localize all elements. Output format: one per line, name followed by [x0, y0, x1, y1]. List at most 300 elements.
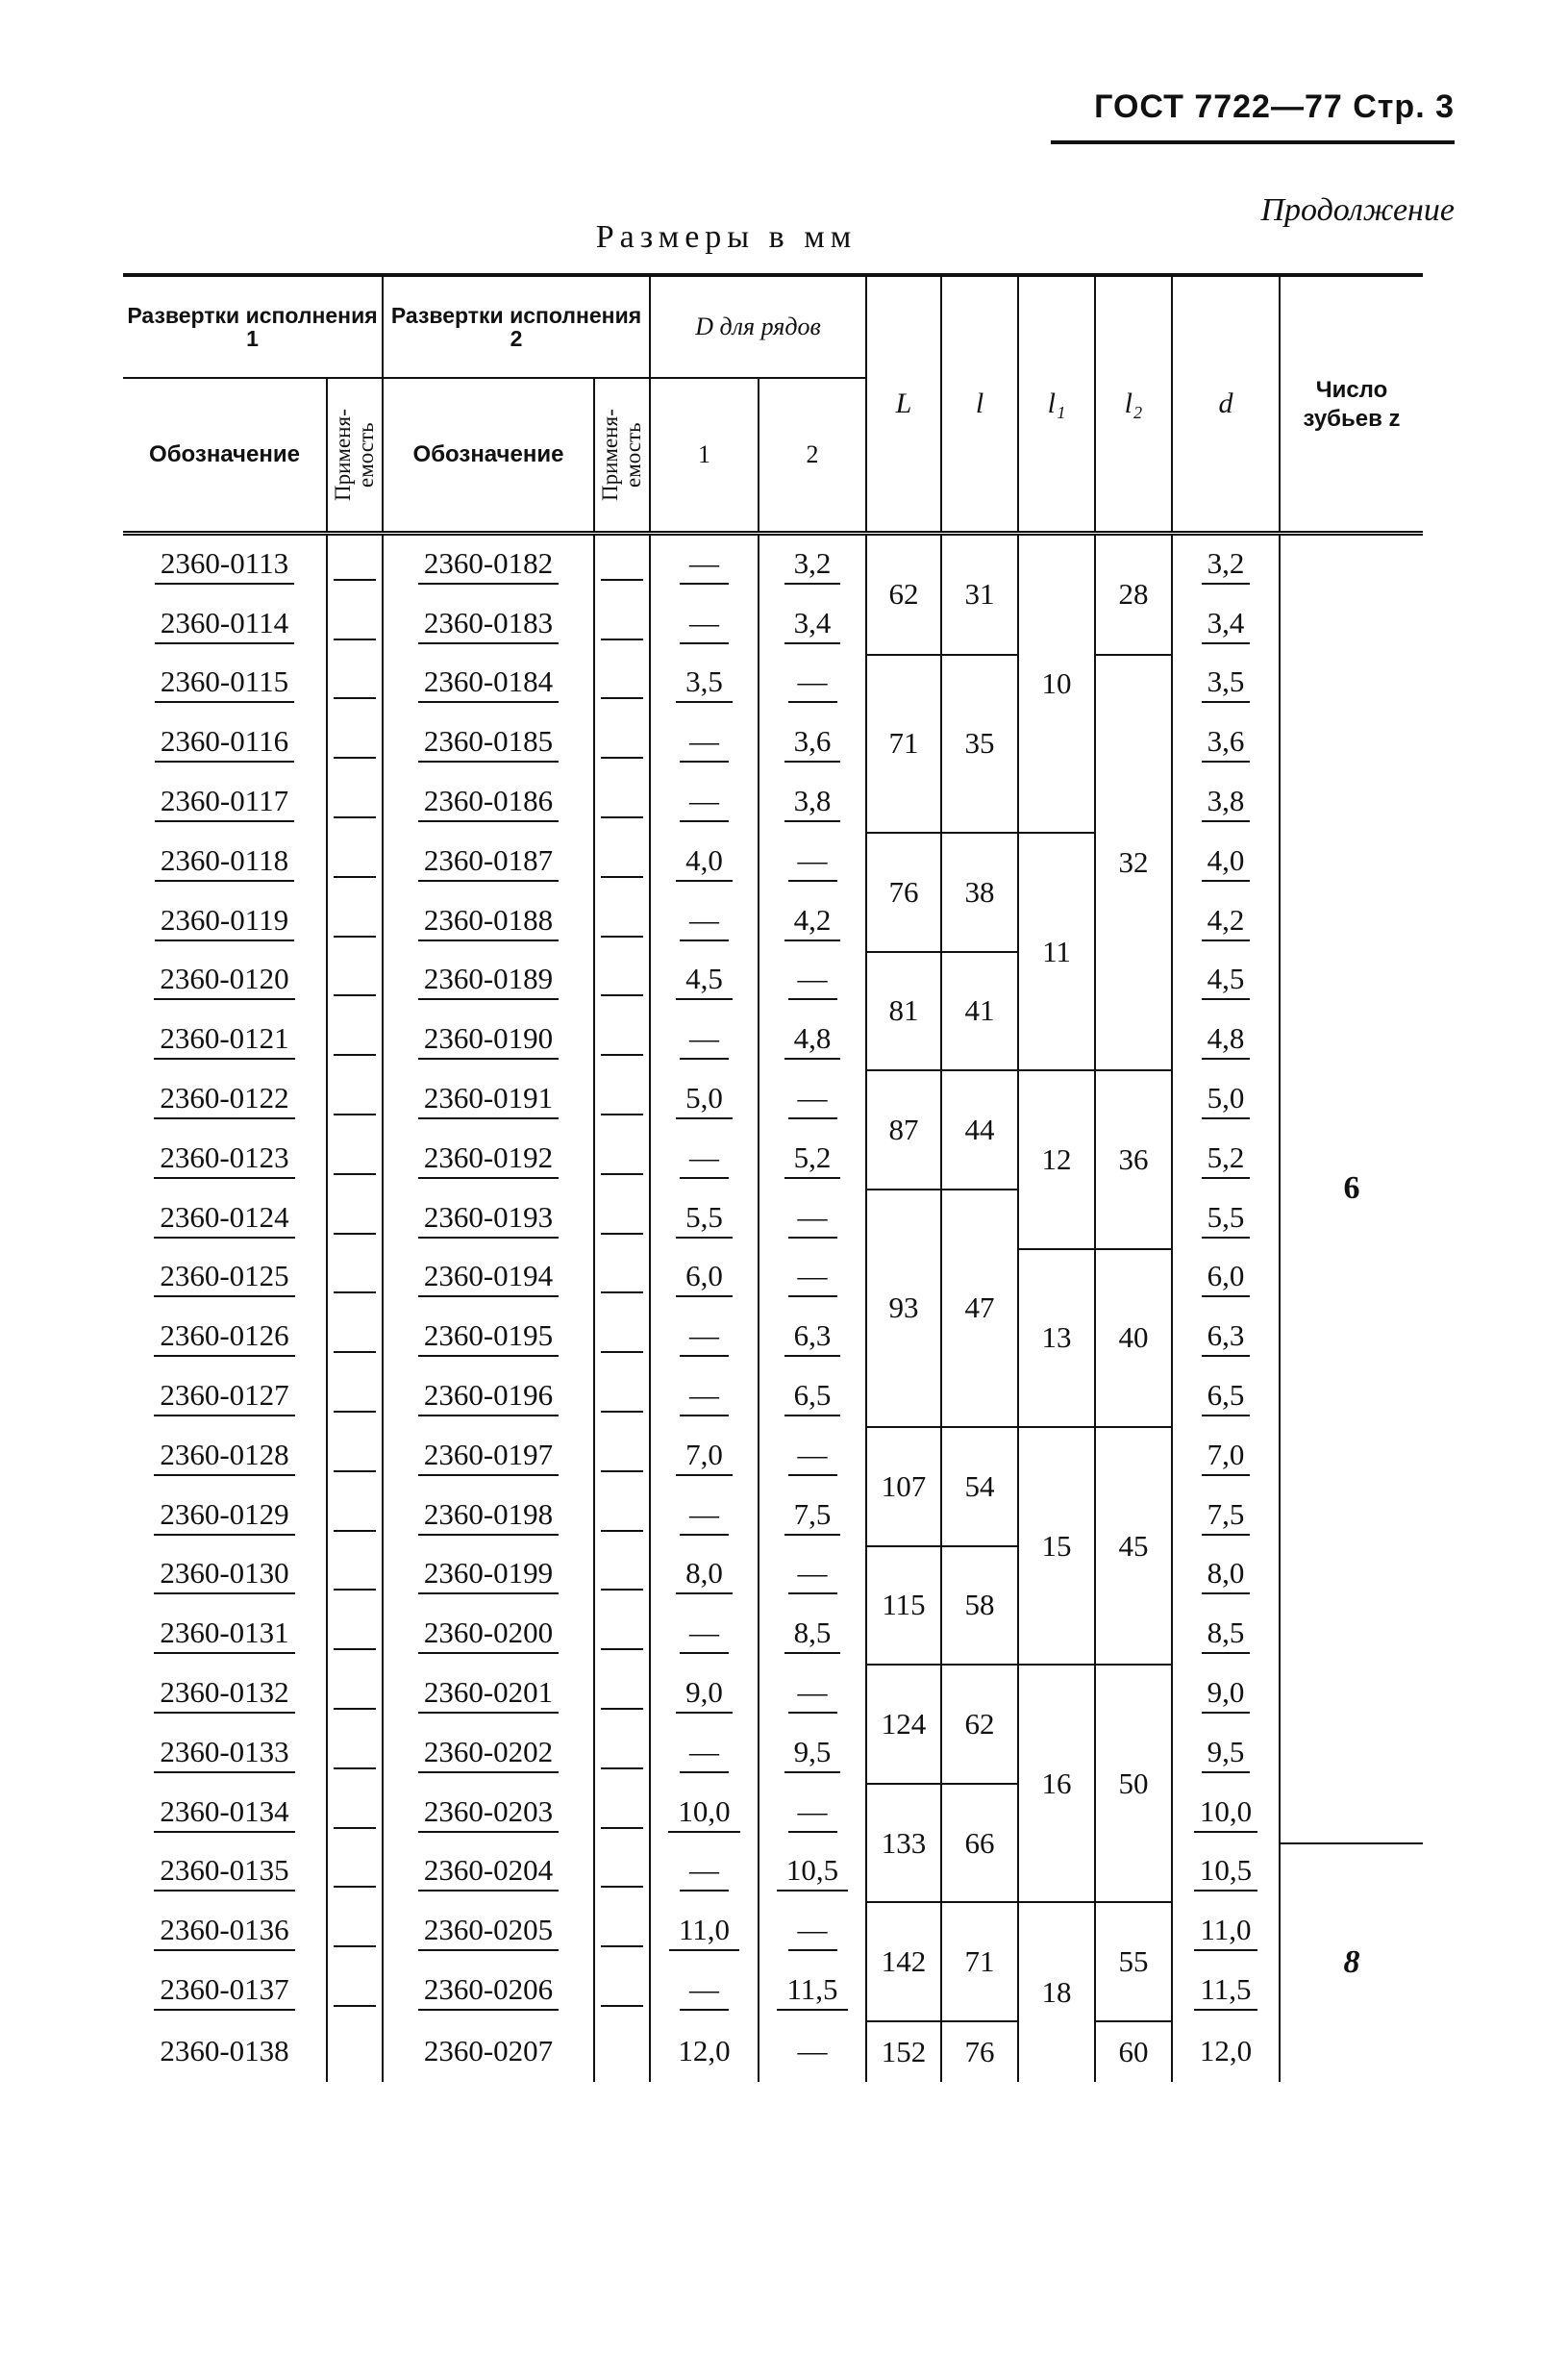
header-l-label: l [975, 388, 984, 419]
applicability-2-cell [594, 534, 650, 595]
designation-2-cell [383, 952, 594, 1012]
d-cell [1172, 1249, 1280, 1309]
d-row2-value: 6,5 [784, 1378, 841, 1416]
d-row2-value: — [788, 1438, 837, 1476]
d-cell [1172, 1784, 1280, 1843]
d-value: 9,0 [1202, 1675, 1251, 1714]
d-value: 3,6 [1202, 724, 1251, 763]
d-row1-value: 4,0 [676, 843, 733, 882]
l1-value: 12 [1041, 1141, 1072, 1176]
designation-1-value: 2360-0113 [155, 546, 294, 585]
applicability-1-cell [327, 1249, 383, 1309]
table-row [123, 1843, 1423, 1903]
l-cell [941, 1902, 1018, 2021]
d-row2-cell [759, 1190, 866, 1249]
designation-1-value: 2360-0131 [154, 1616, 294, 1654]
designation-1-value: 2360-0133 [154, 1735, 294, 1773]
designation-2-value: 2360-0186 [418, 784, 559, 822]
applicability-2-cell [594, 1962, 650, 2021]
l2-value: 32 [1118, 844, 1149, 879]
applicability-2-cell [594, 1902, 650, 1962]
designation-1-value: 2360-0123 [154, 1140, 294, 1179]
designation-1-value: 2360-0136 [154, 1913, 294, 1951]
applicability-blank [601, 1917, 643, 1947]
d-value: 5,5 [1202, 1200, 1251, 1239]
d-row1-value: 5,5 [676, 1200, 733, 1239]
designation-2-cell [383, 1190, 594, 1249]
designation-2-cell [383, 2021, 594, 2082]
designation-1-cell [123, 1367, 327, 1427]
applicability-blank [334, 1619, 376, 1650]
d-row1-cell [650, 892, 759, 952]
applicability-blank [334, 1976, 376, 2007]
table-row [123, 892, 1423, 952]
applicability-1-cell [327, 1546, 383, 1606]
L-value: 133 [881, 1825, 927, 1860]
designation-1-cell [123, 1665, 327, 1724]
d-row2-value: 4,8 [784, 1021, 841, 1060]
designation-1-cell [123, 952, 327, 1012]
applicability-blank [601, 907, 643, 938]
designation-2-cell [383, 892, 594, 952]
applicability-2-cell [594, 1843, 650, 1903]
d-row2-value: 7,5 [784, 1497, 841, 1536]
table-row [123, 1665, 1423, 1724]
d-cell [1172, 773, 1280, 833]
d-row1-cell [650, 1902, 759, 1962]
designation-2-cell [383, 1427, 594, 1487]
d-row2-cell [759, 595, 866, 655]
designation-1-cell [123, 655, 327, 714]
d-row2-value: — [788, 962, 837, 1000]
d-row2-cell [759, 952, 866, 1012]
d-row1-value: — [680, 1972, 729, 2011]
applicability-1-cell [327, 1487, 383, 1546]
table-row [123, 1605, 1423, 1665]
applicability-blank [334, 1739, 376, 1769]
d-row2-value: — [788, 1913, 837, 1951]
applicability-1-cell [327, 1070, 383, 1130]
l1-value: 13 [1041, 1320, 1072, 1355]
applicability-2-cell [594, 952, 650, 1012]
designation-1-cell [123, 1546, 327, 1606]
L-cell [866, 833, 941, 952]
teeth-value: 6 [1343, 1170, 1360, 1207]
d-row1-cell [650, 1724, 759, 1784]
designation-2-value: 2360-0191 [418, 1081, 559, 1119]
d-cell [1172, 1665, 1280, 1724]
l2-cell [1095, 1249, 1172, 1427]
applicability-blank [334, 1679, 376, 1710]
table-row [123, 1190, 1423, 1249]
designation-1-cell [123, 1902, 327, 1962]
applicability-1-cell [327, 1962, 383, 2021]
d-row2-value: — [788, 1675, 837, 1714]
d-cell [1172, 952, 1280, 1012]
applicability-2-cell [594, 1427, 650, 1487]
applicability-blank [601, 1560, 643, 1591]
designation-1-value: 2360-0116 [155, 724, 294, 763]
designation-2-cell [383, 1249, 594, 1309]
d-row1-value: 8,0 [676, 1556, 733, 1594]
d-cell [1172, 1070, 1280, 1130]
applicability-1-cell [327, 1605, 383, 1665]
d-row1-value: — [680, 1853, 729, 1892]
applicability-blank [334, 788, 376, 818]
designation-1-value: 2360-0114 [155, 606, 294, 644]
applicability-2-cell [594, 1249, 650, 1309]
L-cell [866, 952, 941, 1071]
header-rule [1051, 140, 1455, 144]
applicability-1-cell [327, 1902, 383, 1962]
l1-value: 11 [1042, 934, 1071, 968]
l2-cell [1095, 534, 1172, 655]
l-cell [941, 952, 1018, 1071]
designation-2-cell [383, 595, 594, 655]
L-cell [866, 1427, 941, 1546]
table-row [123, 1130, 1423, 1190]
L-cell [866, 1546, 941, 1666]
designation-2-value: 2360-0188 [418, 903, 559, 941]
d-row2-value: — [788, 664, 837, 703]
applicability-blank [334, 1857, 376, 1888]
table-row [123, 1724, 1423, 1784]
L-value: 107 [881, 1468, 927, 1503]
applicability-blank [334, 1144, 376, 1175]
header-l2 [1095, 275, 1172, 534]
applicability-1-cell [327, 1427, 383, 1487]
d-row2-cell [759, 655, 866, 714]
d-row1-value: 5,0 [676, 1081, 733, 1119]
applicability-1-cell [327, 1843, 383, 1903]
header-row-1: 1 [650, 378, 759, 534]
applicability-blank [601, 1263, 643, 1293]
d-row1-cell [650, 655, 759, 714]
table-row [123, 952, 1423, 1012]
table-row [123, 1487, 1423, 1546]
header-L-label: L [895, 388, 912, 419]
d-row1-cell [650, 773, 759, 833]
applicability-blank [334, 1263, 376, 1293]
l2-cell [1095, 2021, 1172, 2082]
L-value: 62 [888, 577, 919, 612]
applicability-2-cell [594, 1011, 650, 1070]
applicability-blank [334, 847, 376, 878]
d-cell [1172, 1011, 1280, 1070]
d-row1-value: — [680, 1021, 729, 1060]
units-caption: Размеры в мм [595, 219, 858, 255]
d-row2-value: — [797, 2034, 828, 2068]
designation-2-value: 2360-0192 [418, 1140, 559, 1179]
d-row1-cell [650, 1367, 759, 1427]
d-row2-cell [759, 1427, 866, 1487]
applicability-blank [601, 965, 643, 996]
d-row1-value: — [680, 1497, 729, 1536]
d-row1-value: 10,0 [668, 1794, 739, 1833]
d-row2-value: 9,5 [784, 1735, 841, 1773]
designation-2-cell [383, 1011, 594, 1070]
designation-2-cell [383, 1546, 594, 1606]
L-cell [866, 1784, 941, 1903]
designation-2-cell [383, 1605, 594, 1665]
applicability-blank [334, 965, 376, 996]
d-row2-cell [759, 773, 866, 833]
d-row1-value: 11,0 [669, 1913, 739, 1951]
applicability-blank [601, 728, 643, 759]
l-value: 71 [964, 1944, 995, 1979]
l2-value: 28 [1118, 577, 1149, 612]
designation-2-cell [383, 655, 594, 714]
header-teeth [1280, 275, 1423, 534]
designation-2-value: 2360-0187 [418, 843, 559, 882]
table-row [123, 1070, 1423, 1130]
L-value: 115 [882, 1588, 926, 1622]
applicability-1-cell [327, 1130, 383, 1190]
applicability-1-cell [327, 1724, 383, 1784]
designation-2-value: 2360-0194 [418, 1259, 559, 1297]
L-value: 76 [888, 874, 919, 909]
l-cell [941, 534, 1018, 655]
designation-1-cell [123, 892, 327, 952]
header-group2: Развертки исполнения 2 [383, 275, 650, 378]
d-value: 5,2 [1202, 1140, 1251, 1179]
d-row1-value: — [680, 1140, 729, 1179]
designation-1-cell [123, 1724, 327, 1784]
designation-2-value: 2360-0206 [418, 1972, 559, 2011]
designation-1-value: 2360-0126 [154, 1318, 294, 1357]
applicability-blank [334, 907, 376, 938]
applicability-2-cell [594, 1367, 650, 1427]
applicability-2-cell [594, 833, 650, 892]
table-row [123, 773, 1423, 833]
d-row1-cell [650, 2021, 759, 2082]
d-row2-cell [759, 534, 866, 595]
table-row [123, 1784, 1423, 1843]
d-row2-value: 5,2 [784, 1140, 841, 1179]
d-value: 11,5 [1194, 1972, 1257, 2011]
l-value: 47 [964, 1290, 995, 1325]
header-d-rows-label: D для рядов [695, 313, 821, 340]
l-cell [941, 833, 1018, 952]
d-value: 6,5 [1202, 1378, 1251, 1416]
continuation-label: Продолжение [1260, 192, 1455, 228]
d-row2-value: — [788, 1556, 837, 1594]
page-header: ГОСТ 7722—77 Стр. 3 [1094, 88, 1455, 125]
l2-cell [1095, 1665, 1172, 1902]
applicability-1-cell [327, 595, 383, 655]
applicability-2-cell [594, 1070, 650, 1130]
designation-1-cell [123, 1070, 327, 1130]
l2-cell [1095, 1427, 1172, 1665]
designation-1-value: 2360-0128 [154, 1438, 294, 1476]
d-row1-value: 7,0 [676, 1438, 733, 1476]
d-row2-cell [759, 1070, 866, 1130]
l2-value: 50 [1118, 1766, 1149, 1800]
d-value: 6,3 [1202, 1318, 1251, 1357]
d-row1-value: — [680, 1378, 729, 1416]
d-row1-cell [650, 1130, 759, 1190]
l-cell [941, 655, 1018, 833]
d-cell [1172, 1308, 1280, 1367]
applicability-2-cell [594, 1308, 650, 1367]
d-value: 11,0 [1194, 1913, 1257, 1951]
l-value: 66 [964, 1825, 995, 1860]
d-row1-cell [650, 714, 759, 773]
designation-1-cell [123, 1190, 327, 1249]
table-row [123, 1902, 1423, 1962]
l-value: 58 [964, 1588, 995, 1622]
l2-cell [1095, 1902, 1172, 2021]
d-value: 7,0 [1202, 1438, 1251, 1476]
d-row2-value: — [788, 1200, 837, 1239]
applicability-blank [334, 1560, 376, 1591]
applicability-blank [334, 1798, 376, 1829]
applicability-1-cell [327, 714, 383, 773]
designation-1-value: 2360-0115 [155, 664, 294, 703]
applicability-2-cell [594, 1784, 650, 1843]
l1-value: 16 [1041, 1766, 1072, 1800]
d-row2-value: — [788, 1794, 837, 1833]
d-row2-cell [759, 892, 866, 952]
d-row2-cell [759, 1784, 866, 1843]
designation-2-value: 2360-0190 [418, 1021, 559, 1060]
applicability-blank [601, 788, 643, 818]
designation-2-cell [383, 1962, 594, 2021]
designation-2-cell [383, 1902, 594, 1962]
d-value: 3,8 [1202, 784, 1251, 822]
designation-2-value: 2360-0198 [418, 1497, 559, 1536]
designation-1-cell [123, 1249, 327, 1309]
d-row2-cell [759, 2021, 866, 2082]
d-row2-cell [759, 1308, 866, 1367]
applicability-blank [601, 1025, 643, 1056]
designation-1-cell [123, 1308, 327, 1367]
designation-1-cell [123, 1130, 327, 1190]
d-cell [1172, 1546, 1280, 1606]
d-value: 4,2 [1202, 903, 1251, 941]
designation-1-cell [123, 833, 327, 892]
l2-value: 55 [1118, 1944, 1149, 1979]
applicability-blank [601, 1739, 643, 1769]
d-value: 7,5 [1202, 1497, 1251, 1536]
designation-1-cell [123, 1605, 327, 1665]
d-row1-cell [650, 1784, 759, 1843]
header-applicability-2-label: Применя- емость [597, 409, 645, 501]
d-cell [1172, 1130, 1280, 1190]
l-cell [941, 1427, 1018, 1546]
designation-2-cell [383, 1367, 594, 1427]
designation-2-value: 2360-0182 [418, 546, 559, 585]
applicability-blank [334, 550, 376, 581]
applicability-blank [334, 1917, 376, 1947]
designation-1-cell [123, 773, 327, 833]
applicability-blank [601, 1204, 643, 1235]
L-value: 93 [888, 1290, 919, 1325]
applicability-2-cell [594, 1190, 650, 1249]
l-value: 76 [964, 2034, 995, 2068]
applicability-2-cell [594, 892, 650, 952]
designation-2-cell [383, 773, 594, 833]
applicability-2-cell [594, 655, 650, 714]
d-row1-cell [650, 833, 759, 892]
table-row [123, 714, 1423, 773]
designation-1-cell [123, 1843, 327, 1903]
l1-cell [1018, 1070, 1095, 1248]
d-cell [1172, 1367, 1280, 1427]
teeth-cell [1280, 534, 1423, 1843]
applicability-1-cell [327, 892, 383, 952]
d-row1-value: — [680, 1318, 729, 1357]
applicability-1-cell [327, 655, 383, 714]
d-row2-cell [759, 833, 866, 892]
applicability-blank [334, 1204, 376, 1235]
designation-2-value: 2360-0207 [423, 2034, 554, 2068]
d-row2-value: 11,5 [777, 1972, 847, 2011]
designation-1-value: 2360-0120 [154, 962, 294, 1000]
l1-value: 15 [1041, 1528, 1072, 1563]
d-row2-cell [759, 1546, 866, 1606]
designation-2-value: 2360-0193 [418, 1200, 559, 1239]
d-row1-cell [650, 1190, 759, 1249]
table-row [123, 1367, 1423, 1427]
d-cell [1172, 655, 1280, 714]
header-row-2: 2 [759, 378, 866, 534]
designation-2-value: 2360-0184 [418, 664, 559, 703]
d-row1-cell [650, 1308, 759, 1367]
designation-2-cell [383, 1724, 594, 1784]
d-row1-cell [650, 1427, 759, 1487]
d-cell [1172, 1487, 1280, 1546]
d-row2-cell [759, 1249, 866, 1309]
applicability-blank [601, 1382, 643, 1413]
l-value: 35 [964, 726, 995, 761]
L-value: 71 [888, 726, 919, 761]
L-cell [866, 534, 941, 655]
applicability-blank [601, 1322, 643, 1353]
d-row1-value: — [680, 724, 729, 763]
designation-1-value: 2360-0135 [154, 1853, 294, 1892]
d-row1-cell [650, 595, 759, 655]
applicability-2-cell [594, 1724, 650, 1784]
designation-1-cell [123, 1784, 327, 1843]
applicability-2-cell [594, 1665, 650, 1724]
d-row2-cell [759, 1962, 866, 2021]
applicability-blank [334, 728, 376, 759]
d-row2-value: 6,3 [784, 1318, 841, 1357]
l1-cell [1018, 534, 1095, 833]
d-row1-cell [650, 952, 759, 1012]
designation-2-value: 2360-0199 [418, 1556, 559, 1594]
header-group1: Развертки исполнения 1 [123, 275, 383, 378]
applicability-1-cell [327, 2021, 383, 2082]
units-caption-wrap [0, 219, 1568, 256]
designation-2-cell [383, 1130, 594, 1190]
L-cell [866, 1902, 941, 2021]
d-value: 3,5 [1202, 664, 1251, 703]
l2-value: 60 [1118, 2034, 1149, 2068]
d-row1-cell [650, 1249, 759, 1309]
table-row [123, 1962, 1423, 2021]
applicability-blank [601, 610, 643, 640]
designation-2-cell [383, 534, 594, 595]
applicability-blank [601, 1085, 643, 1115]
applicability-blank [601, 1976, 643, 2007]
designation-1-value: 2360-0124 [154, 1200, 294, 1239]
L-value: 87 [888, 1112, 919, 1146]
l2-value: 45 [1118, 1528, 1149, 1563]
l-value: 31 [964, 577, 995, 612]
header-applicability-1-label: Применя- емость [330, 409, 378, 501]
